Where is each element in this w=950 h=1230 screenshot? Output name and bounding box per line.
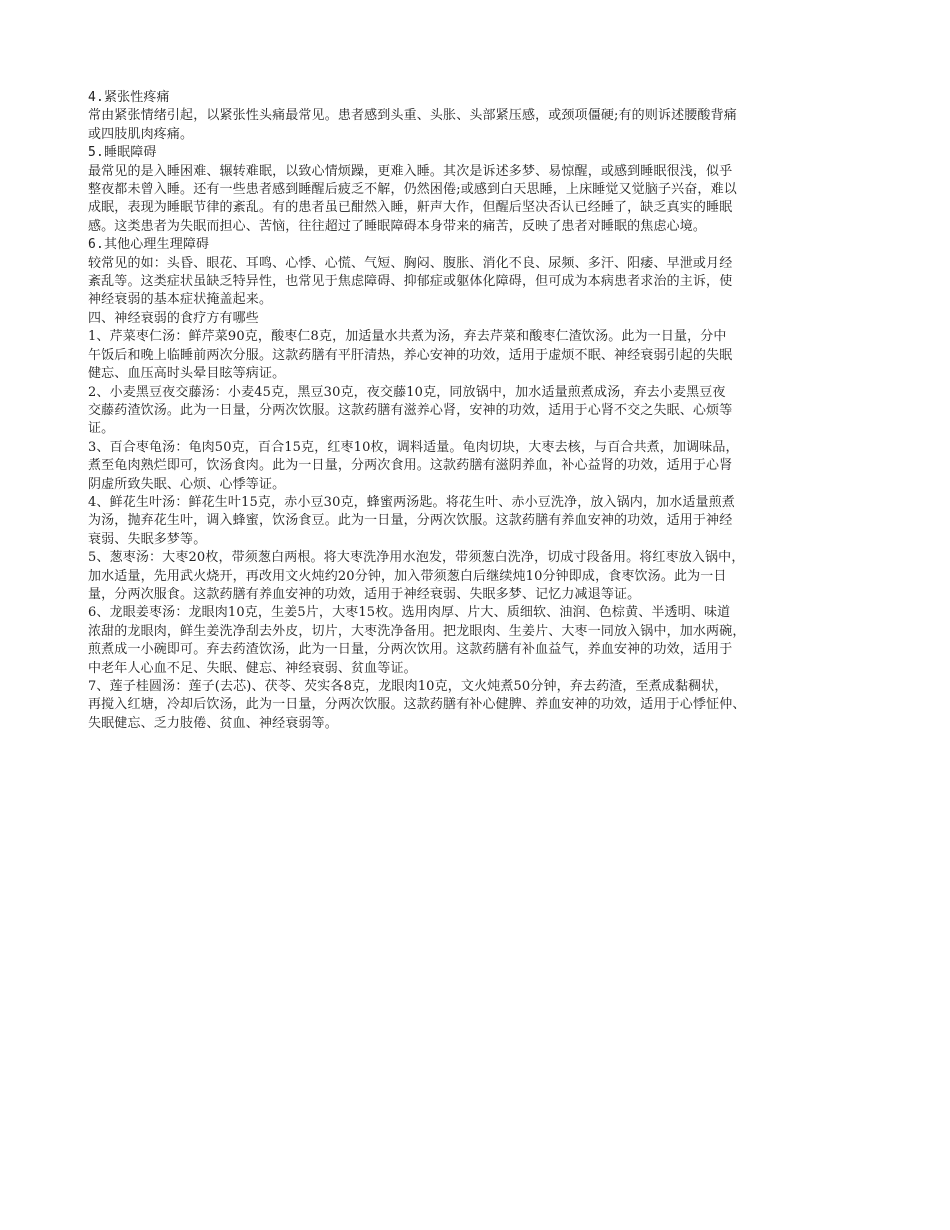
section-heading-diet-recipes: 四、神经衰弱的食疗方有哪些 [88, 310, 259, 326]
recipe-line: 中老年人心血不足、失眠、健忘、神经衰弱、贫血等证。 [88, 660, 417, 676]
recipe-line: 午饭后和晚上临睡前两次分服。这款药膳有平肝清热，养心安神的功效，适用于虚烦不眠、神经衰弱引起的失眠 [88, 347, 733, 363]
recipe-line: 为汤，抛弃花生叶，调入蜂蜜，饮汤食豆。此为一日量，分两次饮服。这款药膳有养血安神的功效，适用于神经 [88, 513, 733, 529]
recipe-line: 再搅入红塘，冷却后饮汤，此为一日量，分两次饮服。这款药膳有补心健脾、养血安神的功效，适用于心悸怔仲、 [88, 697, 746, 713]
recipe-line: 7、莲子桂圆汤：莲子(去芯)、茯苓、芡实各8克，龙眼肉10克，文火炖煮50分钟，弃去药渣，至煮成黏稠状， [88, 679, 728, 694]
recipe-line: 3、百合枣龟汤：龟肉50克，百合15克，红枣10枚，调料适量。龟肉切块，大枣去核，与百合共煮，加调味品， [88, 439, 739, 455]
section-heading-tension-pain: 4.紧张性疼痛 [88, 90, 170, 105]
paragraph-line: 感。这类患者为失眠而担心、苦恼，往往超过了睡眠障碍本身带来的痛苦，反映了患者对睡眠的焦虑心境。 [88, 218, 707, 234]
recipe-line: 6、龙眼姜枣汤：龙眼肉10克，生姜5片，大枣15枚。选用肉厚、片大、质细软、油润、色棕黄、半透明、味道 [88, 605, 731, 621]
recipe-line: 煎煮成一小碗即可。弃去药渣饮汤，此为一日量，分两次饮用。这款药膳有补血益气，养血安神的功效，适用于 [88, 642, 733, 658]
paragraph-line: 或四肢肌肉疼痛。 [88, 126, 194, 142]
recipe-line: 加水适量，先用武火烧开，再改用文火炖约20分钟，加入带须葱白后继续炖10分钟即成，食枣饮汤。此为一日 [88, 568, 727, 584]
section-heading-sleep-disorder: 5.睡眠障碍 [88, 145, 157, 161]
recipe-line: 交藤药渣饮汤。此为一日量，分两次饮服。这款药膳有滋养心肾，安神的功效，适用于心肾不交之失眠、心烦等 [88, 402, 733, 418]
recipe-line: 5、葱枣汤：大枣20枚，带须葱白两根。将大枣洗净用水泡发，带须葱白洗净，切成寸段备用。将红枣放入锅中， [88, 550, 745, 566]
recipe-line: 煮至龟肉熟烂即可，饮汤食肉。此为一日量，分两次食用。这款药膳有滋阴养血，补心益肾的功效，适用于心肾 [88, 458, 733, 474]
paragraph-line: 神经衰弱的基本症状掩盖起来。 [88, 292, 273, 308]
recipe-line: 阴虚所致失眠、心烦、心悸等证。 [88, 476, 286, 492]
document-body [88, 89, 864, 733]
recipe-line: 2、小麦黑豆夜交藤汤：小麦45克，黑豆30克，夜交藤10克，同放锅中，加水适量煎煮成汤，弃去小麦黑豆夜 [88, 384, 726, 400]
recipe-line: 1、芹菜枣仁汤：鲜芹菜90克，酸枣仁8克，加适量水共煮为汤，弃去芹菜和酸枣仁渣饮汤。此为一日量，分中 [88, 329, 727, 345]
recipe-line: 健忘、血压高时头晕目眩等病证。 [88, 366, 286, 382]
recipe-line: 量，分两次服食。这款药膳有养血安神的功效，适用于神经衰弱、失眠多梦、记忆力减退等证。 [88, 586, 641, 602]
recipe-line: 衰弱、失眠多梦等。 [88, 531, 207, 547]
recipe-line: 4、鲜花生叶汤：鲜花生叶15克，赤小豆30克，蜂蜜两汤匙。将花生叶、赤小豆洗净，放入锅内，加水适量煎煮 [88, 494, 736, 510]
recipe-line: 失眠健忘、乏力肢倦、贫血、神经衰弱等。 [88, 715, 338, 731]
section-heading-other-disorders: 6.其他心理生理障碍 [88, 237, 210, 253]
paragraph-line: 整夜都未曾入睡。还有一些患者感到睡醒后疲乏不解，仍然困倦;或感到白天思睡，上床睡觉又觉脑子兴奋，难以 [88, 182, 737, 198]
recipe-line: 浓甜的龙眼肉，鲜生姜洗净刮去外皮，切片，大枣洗净备用。把龙眼肉、生姜片、大枣一同放入锅中，加水两碗， [88, 623, 746, 639]
paragraph-line: 最常见的是入睡困难、辗转难眠，以致心情烦躁，更难入睡。其次是诉述多梦、易惊醒，或感到睡眠很浅，似乎 [88, 163, 733, 179]
recipe-line: 证。 [88, 421, 115, 437]
paragraph-line: 常由紧张情绪引起，以紧张性头痛最常见。患者感到头重、头胀、头部紧压感，或颈项僵硬;有的则诉述腰酸背痛 [88, 108, 737, 124]
paragraph-line: 较常见的如：头昏、眼花、耳鸣、心悸、心慌、气短、胸闷、腹胀、消化不良、尿频、多汗、阳痿、早泄或月经 [88, 255, 733, 271]
paragraph-line: 成眠，表现为睡眠节律的紊乱。有的患者虽已酣然入睡，鼾声大作，但醒后坚决否认已经睡了，缺乏真实的睡眠 [88, 200, 733, 216]
paragraph-line: 紊乱等。这类症状虽缺乏特异性，也常见于焦虑障碍、抑郁症或躯体化障碍，但可成为本病患者求治的主诉，使 [88, 274, 733, 290]
